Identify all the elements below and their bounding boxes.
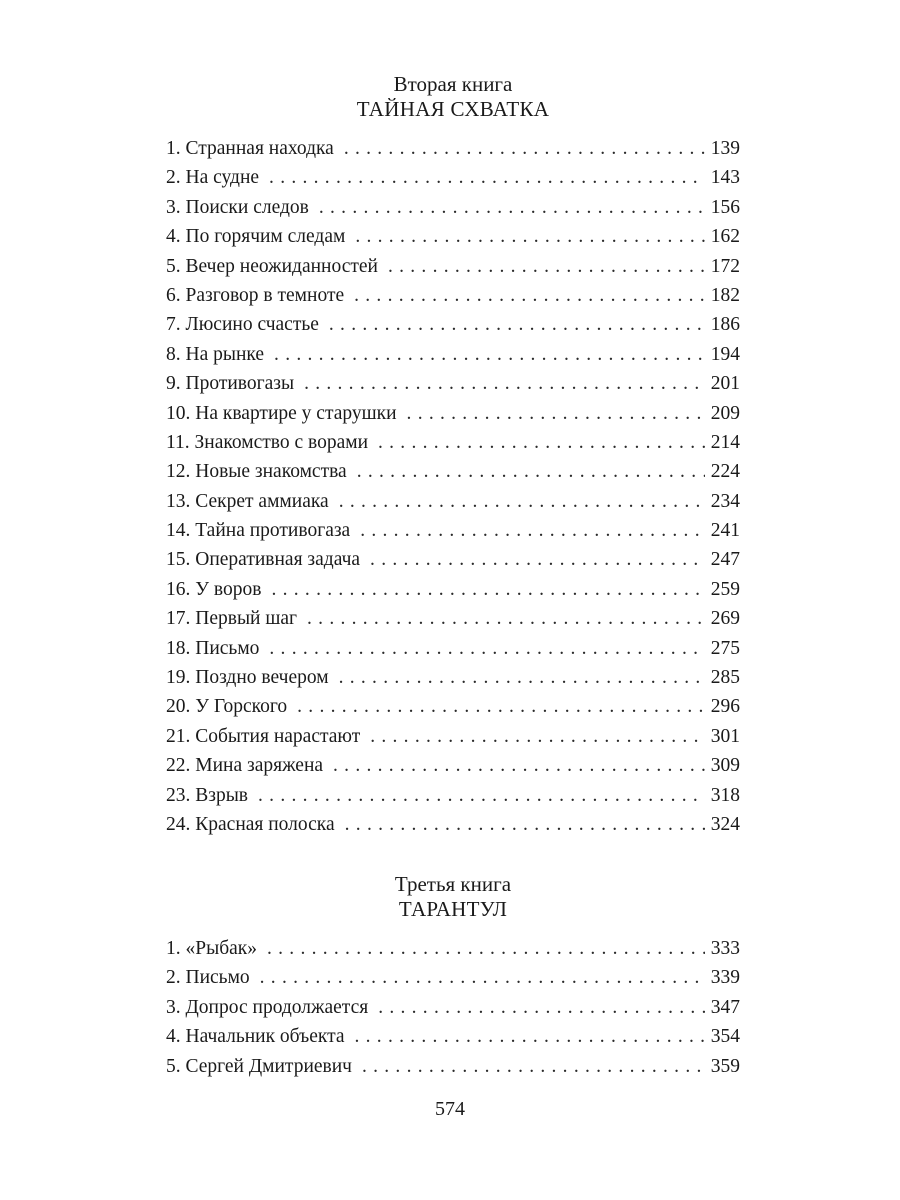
dot-leader: [360, 516, 705, 545]
chapter-page-number: 209: [710, 402, 740, 424]
dot-leader: [333, 751, 705, 780]
chapter-title: 4. Начальник объекта: [166, 1026, 345, 1048]
toc-entry: [166, 1052, 740, 1081]
toc-entry: [166, 193, 740, 222]
chapter-title: 19. Поздно вечером: [166, 667, 329, 689]
chapter-title: 22. Мина заряжена: [166, 755, 324, 777]
toc-entry: [166, 1022, 740, 1051]
toc-entry: [166, 369, 740, 398]
dot-leader: [362, 1052, 705, 1081]
page-number: 574: [435, 1098, 465, 1120]
chapter-page-number: 186: [710, 314, 740, 336]
chapter-page-number: 359: [710, 1055, 740, 1077]
dot-leader: [388, 252, 705, 281]
chapter-title: 1. «Рыбак»: [166, 938, 257, 959]
chapter-title: 3. Поиски следов: [166, 196, 309, 218]
toc-entry: [166, 340, 740, 369]
chapter-title: 2. На судне: [166, 167, 260, 189]
chapter-title: 18. Письмо: [166, 637, 260, 659]
chapter-page-number: 285: [710, 667, 740, 689]
chapter-page-number: 224: [710, 461, 740, 483]
dot-leader: [260, 963, 705, 992]
dot-leader: [258, 781, 705, 810]
toc-entry: [166, 934, 740, 963]
chapter-title: 3. Допрос продолжается: [166, 996, 369, 1018]
book-section-third: [166, 872, 740, 1081]
toc-entry: [166, 457, 740, 486]
dot-leader: [319, 193, 705, 222]
dot-leader: [339, 663, 705, 692]
toc-entry: [166, 722, 740, 751]
toc-entry: [166, 252, 740, 281]
chapter-page-number: 241: [710, 520, 740, 542]
dot-leader: [269, 163, 705, 192]
toc-entry: [166, 663, 740, 692]
dot-leader: [407, 399, 705, 428]
chapter-title: 5. Вечер неожиданностей: [166, 255, 378, 277]
chapter-title: 20. У Горского: [166, 696, 288, 718]
chapter-page-number: 162: [710, 226, 740, 248]
chapter-page-number: 347: [710, 996, 740, 1018]
dot-leader: [345, 810, 705, 839]
toc-entry: [166, 634, 740, 663]
chapter-page-number: 301: [710, 725, 740, 747]
chapter-title: 24. Красная полоска: [166, 813, 335, 835]
chapter-page-number: 309: [710, 755, 740, 777]
chapter-page-number: 354: [710, 1026, 740, 1048]
book-title: ТАЙНАЯ СХВАТКА: [356, 97, 550, 121]
dot-leader: [355, 222, 704, 251]
dot-leader: [271, 575, 704, 604]
chapter-title: 8. На рынке: [166, 343, 265, 365]
toc-entry: [166, 516, 740, 545]
dot-leader: [370, 545, 705, 574]
chapter-page-number: 247: [710, 549, 740, 571]
chapter-page-number: 333: [710, 938, 740, 959]
toc-entry: [166, 487, 740, 516]
chapter-page-number: 139: [710, 138, 740, 159]
dot-leader: [344, 134, 705, 163]
chapter-title: 21. События нарастают: [166, 725, 361, 747]
dot-leader: [269, 634, 704, 663]
chapter-page-number: 296: [710, 696, 740, 718]
toc-entry: [166, 781, 740, 810]
chapter-title: 15. Оперативная задача: [166, 549, 361, 571]
toc-entry: [166, 428, 740, 457]
toc-entry: [166, 963, 740, 992]
dot-leader: [370, 722, 705, 751]
chapter-page-number: 156: [710, 196, 740, 218]
dot-leader: [355, 1022, 705, 1051]
toc-entry: [166, 692, 740, 721]
chapter-title: 6. Разговор в темноте: [166, 284, 345, 306]
chapter-title: 7. Люсино счастье: [166, 314, 319, 336]
chapter-title: 10. На квартире у старушки: [166, 402, 397, 424]
book-title: ТАРАНТУЛ: [398, 897, 508, 921]
chapter-title: 11. Знакомство с ворами: [166, 431, 368, 453]
chapter-page-number: 143: [710, 167, 740, 189]
book-label: Третья книга: [394, 872, 512, 896]
chapter-title: 16. У воров: [166, 578, 262, 600]
dot-leader: [354, 281, 705, 310]
chapter-page-number: 172: [710, 255, 740, 277]
chapter-page-number: 275: [710, 637, 740, 659]
chapter-title: 1. Странная находка: [166, 138, 334, 159]
chapter-title: 14. Тайна противогаза: [166, 520, 351, 542]
chapter-title: 2. Письмо: [166, 967, 250, 989]
dot-leader: [329, 310, 705, 339]
table-of-contents: [166, 134, 740, 839]
chapter-title: 17. Первый шаг: [166, 608, 298, 630]
toc-entry: [166, 134, 740, 163]
dot-leader: [357, 457, 705, 486]
dot-leader: [297, 692, 705, 721]
chapter-title: 13. Секрет аммиака: [166, 490, 329, 512]
toc-entry: [166, 810, 740, 839]
dot-leader: [307, 604, 705, 633]
book-section-second: [166, 72, 740, 839]
chapter-title: 4. По горячим следам: [166, 226, 346, 248]
book-label: Вторая книга: [393, 72, 513, 96]
dot-leader: [339, 487, 705, 516]
chapter-page-number: 318: [710, 784, 740, 806]
chapter-page-number: 324: [710, 813, 740, 835]
chapter-page-number: 214: [710, 431, 740, 453]
chapter-page-number: 182: [710, 284, 740, 306]
chapter-page-number: 339: [710, 967, 740, 989]
dot-leader: [274, 340, 705, 369]
chapter-title: 9. Противогазы: [166, 373, 295, 395]
chapter-page-number: 194: [710, 343, 740, 365]
toc-entry: [166, 751, 740, 780]
dot-leader: [267, 934, 705, 963]
dot-leader: [378, 428, 705, 457]
chapter-title: 23. Взрыв: [166, 784, 249, 806]
toc-entry: [166, 545, 740, 574]
toc-entry: [166, 993, 740, 1022]
chapter-title: 12. Новые знакомства: [166, 461, 347, 483]
toc-entry: [166, 399, 740, 428]
toc-entry: [166, 163, 740, 192]
chapter-page-number: 201: [710, 373, 740, 395]
table-of-contents: [166, 934, 740, 1081]
dot-leader: [304, 369, 705, 398]
toc-entry: [166, 281, 740, 310]
chapter-page-number: 259: [710, 578, 740, 600]
toc-entry: [166, 222, 740, 251]
dot-leader: [378, 993, 705, 1022]
toc-entry: [166, 310, 740, 339]
chapter-title: 5. Сергей Дмитриевич: [166, 1055, 352, 1077]
chapter-page-number: 234: [710, 490, 740, 512]
chapter-page-number: 269: [710, 608, 740, 630]
toc-entry: [166, 575, 740, 604]
toc-entry: [166, 604, 740, 633]
